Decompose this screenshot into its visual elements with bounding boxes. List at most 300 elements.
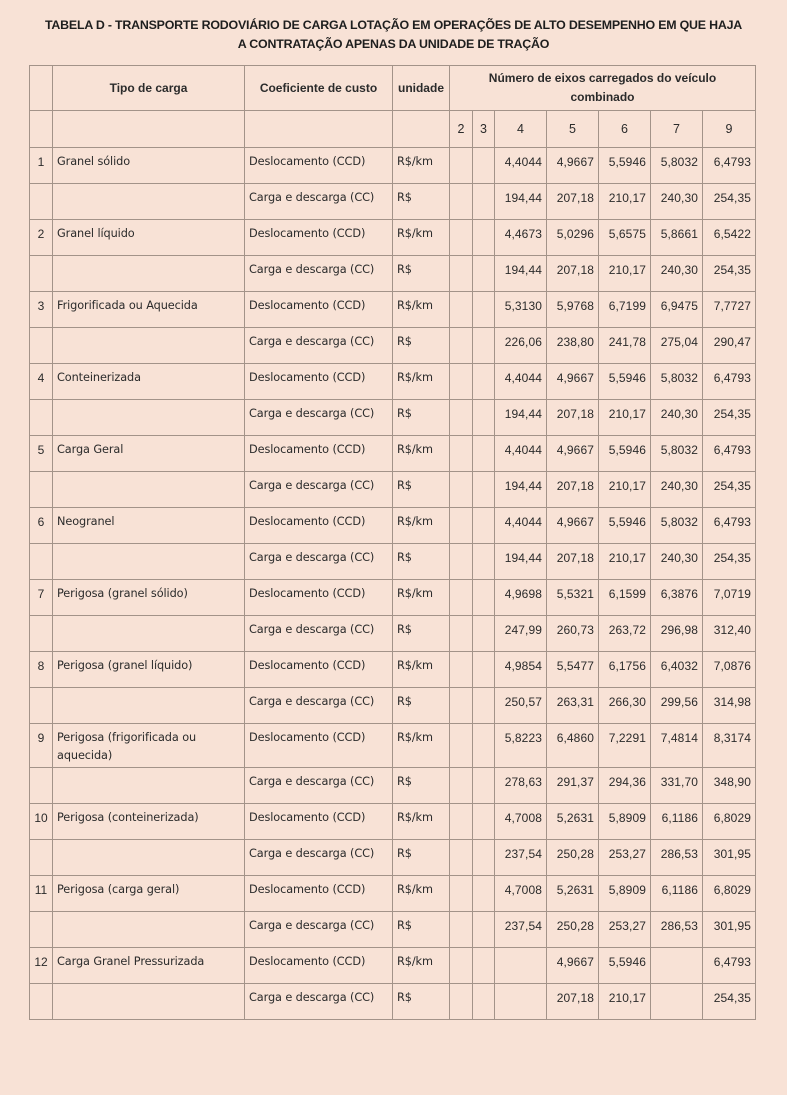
- value-cell-6-eixos: [599, 580, 651, 616]
- value-cell-9-eixos: [703, 688, 756, 724]
- value-4-eixos: 4,7008: [504, 883, 542, 897]
- value-9-eixos: 6,5422: [713, 227, 752, 241]
- value-cell-2-eixos: [450, 472, 473, 508]
- row-number-cell: [30, 544, 53, 580]
- unidade: R$/km: [397, 443, 433, 456]
- value-cell-3-eixos: [473, 508, 495, 544]
- axle-col-6: 6: [599, 111, 651, 148]
- value-cell-9-eixos: [703, 948, 756, 984]
- value-9-eixos: 7,0719: [713, 587, 752, 601]
- value-cell-4-eixos: [495, 688, 547, 724]
- row-number: 3: [37, 299, 45, 313]
- unidade: R$: [397, 991, 412, 1004]
- value-3-eixos: [473, 148, 494, 153]
- value-4-eixos: 5,3130: [504, 299, 542, 313]
- coeficiente-de-custo: Carga e descarga (CC): [249, 407, 375, 420]
- value-6-eixos: 5,5946: [608, 955, 646, 969]
- value-4-eixos: 4,4673: [504, 227, 542, 241]
- row-number-cell: [30, 436, 53, 472]
- value-cell-9-eixos: [703, 328, 756, 364]
- row-number: [30, 256, 52, 261]
- value-cell-4-eixos: [495, 364, 547, 400]
- value-9-eixos: 254,35: [713, 479, 752, 493]
- value-cell-9-eixos: [703, 652, 756, 688]
- tipo-de-carga-cell: [53, 328, 245, 364]
- value-cell-2-eixos: [450, 580, 473, 616]
- value-cell-7-eixos: [651, 948, 703, 984]
- value-cell-2-eixos: [450, 184, 473, 220]
- axle-header-row: [30, 111, 756, 148]
- value-cell-3-eixos: [473, 256, 495, 292]
- value-cell-3-eixos: [473, 984, 495, 1020]
- row-number-cell: [30, 840, 53, 876]
- coeficiente-de-custo: Carga e descarga (CC): [249, 847, 375, 860]
- value-cell-3-eixos: [473, 364, 495, 400]
- tipo-de-carga-cell: [53, 292, 245, 328]
- value-2-eixos: [450, 220, 472, 225]
- unidade-cell: [393, 508, 450, 544]
- value-6-eixos: 294,36: [608, 775, 646, 789]
- row-number-cell: [30, 328, 53, 364]
- unidade: R$/km: [397, 731, 433, 744]
- value-2-eixos: [450, 616, 472, 621]
- value-4-eixos: 194,44: [504, 191, 542, 205]
- blank-cell: [30, 111, 53, 148]
- value-9-eixos: 290,47: [713, 335, 752, 349]
- value-5-eixos: 4,9667: [556, 155, 594, 169]
- value-cell-7-eixos: [651, 220, 703, 256]
- value-6-eixos: 6,1756: [608, 659, 646, 673]
- value-9-eixos: 6,4793: [713, 371, 752, 385]
- value-cell-4-eixos: [495, 220, 547, 256]
- unidade: R$: [397, 479, 412, 492]
- value-4-eixos: 278,63: [504, 775, 542, 789]
- unidade: R$: [397, 775, 412, 788]
- value-cell-5-eixos: [547, 840, 599, 876]
- tipo-de-carga-cell: [53, 652, 245, 688]
- value-3-eixos: [473, 256, 494, 261]
- value-6-eixos: 253,27: [608, 847, 646, 861]
- table-row: [30, 580, 756, 616]
- table-row: [30, 688, 756, 724]
- coeficiente-de-custo: Deslocamento (CCD): [249, 371, 366, 384]
- axle-col-2: 2: [450, 111, 473, 148]
- coeficiente-cell: [245, 616, 393, 652]
- unidade: R$/km: [397, 955, 433, 968]
- row-number: 9: [37, 731, 45, 745]
- value-4-eixos: 194,44: [504, 479, 542, 493]
- value-cell-7-eixos: [651, 616, 703, 652]
- tipo-de-carga: [53, 616, 244, 621]
- value-cell-5-eixos: [547, 364, 599, 400]
- value-9-eixos: 6,4793: [713, 955, 752, 969]
- value-cell-5-eixos: [547, 580, 599, 616]
- tipo-de-carga: [53, 984, 244, 989]
- coeficiente-de-custo: Carga e descarga (CC): [249, 263, 375, 276]
- table-title: [20, 16, 767, 54]
- value-2-eixos: [450, 544, 472, 549]
- tipo-de-carga: [53, 768, 244, 773]
- coeficiente-de-custo: Deslocamento (CCD): [249, 587, 366, 600]
- value-cell-7-eixos: [651, 544, 703, 580]
- value-4-eixos: 237,54: [504, 919, 542, 933]
- row-number-cell: [30, 220, 53, 256]
- value-4-eixos: 237,54: [504, 847, 542, 861]
- value-3-eixos: [473, 220, 494, 225]
- value-2-eixos: [450, 436, 472, 441]
- value-9-eixos: 254,35: [713, 991, 752, 1005]
- value-cell-6-eixos: [599, 876, 651, 912]
- value-cell-4-eixos: [495, 948, 547, 984]
- tipo-de-carga: Neogranel: [57, 515, 115, 528]
- value-cell-2-eixos: [450, 328, 473, 364]
- tipo-de-carga-cell: [53, 400, 245, 436]
- coeficiente-cell: [245, 876, 393, 912]
- unidade-cell: [393, 364, 450, 400]
- coeficiente-cell: [245, 724, 393, 768]
- value-4-eixos: 4,7008: [504, 811, 542, 825]
- row-number: [30, 912, 52, 917]
- value-3-eixos: [473, 912, 494, 917]
- coeficiente-de-custo: Deslocamento (CCD): [249, 443, 366, 456]
- value-cell-6-eixos: [599, 400, 651, 436]
- tipo-de-carga: [53, 400, 244, 405]
- row-number-cell: [30, 768, 53, 804]
- value-3-eixos: [473, 184, 494, 189]
- table-row: [30, 184, 756, 220]
- value-cell-2-eixos: [450, 768, 473, 804]
- value-7-eixos: 7,4814: [660, 731, 698, 745]
- value-2-eixos: [450, 912, 472, 917]
- unidade-cell: [393, 292, 450, 328]
- value-2-eixos: [450, 256, 472, 261]
- value-cell-7-eixos: [651, 768, 703, 804]
- value-cell-6-eixos: [599, 328, 651, 364]
- value-3-eixos: [473, 400, 494, 405]
- value-5-eixos: 207,18: [556, 991, 594, 1005]
- coeficiente-de-custo: Deslocamento (CCD): [249, 883, 366, 896]
- row-number-cell: [30, 580, 53, 616]
- value-cell-2-eixos: [450, 292, 473, 328]
- row-number: 7: [37, 587, 45, 601]
- coeficiente-cell: [245, 768, 393, 804]
- value-cell-4-eixos: [495, 256, 547, 292]
- tipo-de-carga-cell: [53, 688, 245, 724]
- row-number: [30, 984, 52, 989]
- value-3-eixos: [473, 508, 494, 513]
- value-cell-6-eixos: [599, 840, 651, 876]
- row-number: [30, 840, 52, 845]
- value-cell-9-eixos: [703, 472, 756, 508]
- value-7-eixos: 6,1186: [661, 811, 698, 825]
- value-3-eixos: [473, 580, 494, 585]
- value-cell-7-eixos: [651, 984, 703, 1020]
- tipo-de-carga: Perigosa (carga geral): [57, 883, 180, 896]
- coeficiente-de-custo: Carga e descarga (CC): [249, 623, 375, 636]
- value-2-eixos: [450, 768, 472, 773]
- unidade: R$: [397, 407, 412, 420]
- value-cell-3-eixos: [473, 948, 495, 984]
- value-3-eixos: [473, 768, 494, 773]
- unidade-cell: [393, 768, 450, 804]
- value-cell-3-eixos: [473, 876, 495, 912]
- unidade-cell: [393, 804, 450, 840]
- value-4-eixos: [495, 948, 546, 953]
- coeficiente-cell: [245, 256, 393, 292]
- value-cell-3-eixos: [473, 220, 495, 256]
- value-cell-7-eixos: [651, 328, 703, 364]
- unidade: R$/km: [397, 587, 433, 600]
- blank-cell: [245, 111, 393, 148]
- value-cell-3-eixos: [473, 148, 495, 184]
- tipo-de-carga: [53, 544, 244, 549]
- value-2-eixos: [450, 580, 472, 585]
- coeficiente-cell: [245, 436, 393, 472]
- coeficiente-de-custo: Carga e descarga (CC): [249, 191, 375, 204]
- coeficiente-cell: [245, 544, 393, 580]
- value-cell-7-eixos: [651, 184, 703, 220]
- value-7-eixos: 240,30: [660, 407, 698, 421]
- value-cell-4-eixos: [495, 652, 547, 688]
- table-row: [30, 256, 756, 292]
- row-number-cell: [30, 984, 53, 1020]
- table-row: [30, 768, 756, 804]
- axle-col-9: 9: [703, 111, 756, 148]
- value-cell-3-eixos: [473, 912, 495, 948]
- table-row: [30, 724, 756, 768]
- unidade: R$: [397, 919, 412, 932]
- value-cell-9-eixos: [703, 616, 756, 652]
- value-9-eixos: 6,4793: [713, 515, 752, 529]
- value-2-eixos: [450, 804, 472, 809]
- coeficiente-cell: [245, 148, 393, 184]
- coeficiente-de-custo: Deslocamento (CCD): [249, 299, 366, 312]
- tipo-de-carga-cell: [53, 840, 245, 876]
- row-number-cell: [30, 876, 53, 912]
- tipo-de-carga-cell: [53, 184, 245, 220]
- value-cell-4-eixos: [495, 400, 547, 436]
- row-number-cell: [30, 148, 53, 184]
- value-9-eixos: 254,35: [713, 191, 752, 205]
- value-4-eixos: 4,9854: [504, 659, 542, 673]
- value-cell-9-eixos: [703, 184, 756, 220]
- value-6-eixos: 5,8909: [608, 883, 646, 897]
- unidade: R$: [397, 263, 412, 276]
- value-5-eixos: 250,28: [556, 919, 594, 933]
- value-7-eixos: [651, 984, 702, 989]
- value-7-eixos: 331,70: [660, 775, 698, 789]
- value-cell-7-eixos: [651, 580, 703, 616]
- unidade-cell: [393, 984, 450, 1020]
- value-5-eixos: 207,18: [556, 407, 594, 421]
- table-row: [30, 840, 756, 876]
- freight-cost-table: [29, 65, 756, 1020]
- value-7-eixos: 5,8032: [660, 155, 698, 169]
- unidade: R$/km: [397, 811, 433, 824]
- value-cell-6-eixos: [599, 292, 651, 328]
- tipo-de-carga-cell: [53, 876, 245, 912]
- value-4-eixos: 250,57: [504, 695, 542, 709]
- table-row: [30, 876, 756, 912]
- value-5-eixos: 250,28: [556, 847, 594, 861]
- value-9-eixos: 254,35: [713, 551, 752, 565]
- value-6-eixos: 241,78: [608, 335, 646, 349]
- table-row: [30, 328, 756, 364]
- row-number-cell: [30, 508, 53, 544]
- tipo-de-carga: [53, 688, 244, 693]
- tipo-de-carga-cell: [53, 364, 245, 400]
- tipo-de-carga-cell: [53, 984, 245, 1020]
- table-row: [30, 148, 756, 184]
- value-cell-6-eixos: [599, 436, 651, 472]
- tipo-de-carga: Frigorificada ou Aquecida: [57, 299, 198, 312]
- coeficiente-de-custo: Deslocamento (CCD): [249, 955, 366, 968]
- value-cell-5-eixos: [547, 804, 599, 840]
- value-cell-5-eixos: [547, 544, 599, 580]
- value-3-eixos: [473, 688, 494, 693]
- value-6-eixos: 210,17: [608, 479, 646, 493]
- value-cell-9-eixos: [703, 912, 756, 948]
- header-numero-de-eixos: Número de eixos carregados do veículo combinado: [450, 66, 756, 111]
- row-number: [30, 472, 52, 477]
- value-cell-5-eixos: [547, 688, 599, 724]
- value-cell-3-eixos: [473, 472, 495, 508]
- value-cell-7-eixos: [651, 912, 703, 948]
- value-7-eixos: 5,8032: [660, 371, 698, 385]
- value-9-eixos: 6,4793: [713, 155, 752, 169]
- value-9-eixos: 301,95: [713, 847, 752, 861]
- value-5-eixos: 4,9667: [556, 371, 594, 385]
- value-cell-9-eixos: [703, 256, 756, 292]
- value-4-eixos: [495, 984, 546, 989]
- row-number-cell: [30, 912, 53, 948]
- value-cell-6-eixos: [599, 184, 651, 220]
- unidade: R$/km: [397, 659, 433, 672]
- unidade-cell: [393, 436, 450, 472]
- value-3-eixos: [473, 328, 494, 333]
- value-7-eixos: 299,56: [660, 695, 698, 709]
- tipo-de-carga: Perigosa (frigorificada ou aquecida): [57, 731, 197, 762]
- value-5-eixos: 5,9768: [556, 299, 594, 313]
- value-9-eixos: 7,0876: [713, 659, 752, 673]
- value-cell-3-eixos: [473, 328, 495, 364]
- value-cell-7-eixos: [651, 436, 703, 472]
- value-cell-3-eixos: [473, 840, 495, 876]
- value-2-eixos: [450, 184, 472, 189]
- value-cell-9-eixos: [703, 364, 756, 400]
- value-cell-7-eixos: [651, 400, 703, 436]
- tipo-de-carga: Perigosa (conteinerizada): [57, 811, 199, 824]
- value-4-eixos: 226,06: [504, 335, 542, 349]
- table-row: [30, 220, 756, 256]
- value-cell-4-eixos: [495, 984, 547, 1020]
- coeficiente-de-custo: Deslocamento (CCD): [249, 659, 366, 672]
- value-cell-9-eixos: [703, 400, 756, 436]
- value-cell-5-eixos: [547, 912, 599, 948]
- value-cell-9-eixos: [703, 876, 756, 912]
- row-number: 10: [34, 811, 48, 825]
- value-cell-6-eixos: [599, 984, 651, 1020]
- coeficiente-de-custo: Carga e descarga (CC): [249, 695, 375, 708]
- unidade-cell: [393, 616, 450, 652]
- value-7-eixos: 240,30: [660, 479, 698, 493]
- coeficiente-cell: [245, 580, 393, 616]
- value-cell-2-eixos: [450, 912, 473, 948]
- coeficiente-cell: [245, 364, 393, 400]
- unidade: R$: [397, 623, 412, 636]
- value-cell-7-eixos: [651, 652, 703, 688]
- value-4-eixos: 4,4044: [504, 515, 542, 529]
- unidade: R$/km: [397, 371, 433, 384]
- value-2-eixos: [450, 148, 472, 153]
- value-7-eixos: 5,8032: [660, 515, 698, 529]
- value-5-eixos: 5,5321: [556, 587, 594, 601]
- value-cell-2-eixos: [450, 948, 473, 984]
- value-cell-9-eixos: [703, 220, 756, 256]
- table-row: [30, 364, 756, 400]
- row-number-cell: [30, 256, 53, 292]
- value-cell-9-eixos: [703, 544, 756, 580]
- value-cell-9-eixos: [703, 508, 756, 544]
- value-6-eixos: 5,5946: [608, 371, 646, 385]
- value-cell-7-eixos: [651, 840, 703, 876]
- value-5-eixos: 207,18: [556, 551, 594, 565]
- row-number: [30, 768, 52, 773]
- coeficiente-cell: [245, 912, 393, 948]
- value-7-eixos: 286,53: [660, 847, 698, 861]
- value-cell-4-eixos: [495, 544, 547, 580]
- value-6-eixos: 210,17: [608, 191, 646, 205]
- row-number: 1: [37, 155, 45, 169]
- value-cell-5-eixos: [547, 436, 599, 472]
- row-number-cell: [30, 400, 53, 436]
- unidade-cell: [393, 948, 450, 984]
- value-cell-4-eixos: [495, 804, 547, 840]
- value-cell-5-eixos: [547, 292, 599, 328]
- row-number-cell: [30, 688, 53, 724]
- value-cell-2-eixos: [450, 840, 473, 876]
- value-cell-9-eixos: [703, 804, 756, 840]
- row-number-cell: [30, 804, 53, 840]
- value-cell-6-eixos: [599, 472, 651, 508]
- value-cell-2-eixos: [450, 436, 473, 472]
- value-7-eixos: 240,30: [660, 551, 698, 565]
- row-number-cell: [30, 948, 53, 984]
- value-5-eixos: 4,9667: [556, 955, 594, 969]
- unidade: R$: [397, 695, 412, 708]
- tipo-de-carga-cell: [53, 724, 245, 768]
- value-cell-5-eixos: [547, 472, 599, 508]
- tipo-de-carga-cell: [53, 148, 245, 184]
- value-cell-2-eixos: [450, 364, 473, 400]
- table-row: [30, 292, 756, 328]
- value-cell-2-eixos: [450, 984, 473, 1020]
- value-cell-2-eixos: [450, 876, 473, 912]
- tipo-de-carga: [53, 256, 244, 261]
- value-6-eixos: 7,2291: [608, 731, 646, 745]
- value-3-eixos: [473, 472, 494, 477]
- tipo-de-carga: Granel sólido: [57, 155, 131, 168]
- value-7-eixos: 5,8032: [660, 443, 698, 457]
- value-2-eixos: [450, 508, 472, 513]
- tipo-de-carga: [53, 912, 244, 917]
- value-cell-4-eixos: [495, 292, 547, 328]
- value-cell-3-eixos: [473, 292, 495, 328]
- value-9-eixos: 312,40: [713, 623, 752, 637]
- value-5-eixos: 4,9667: [556, 443, 594, 457]
- value-4-eixos: 247,99: [504, 623, 542, 637]
- value-cell-2-eixos: [450, 804, 473, 840]
